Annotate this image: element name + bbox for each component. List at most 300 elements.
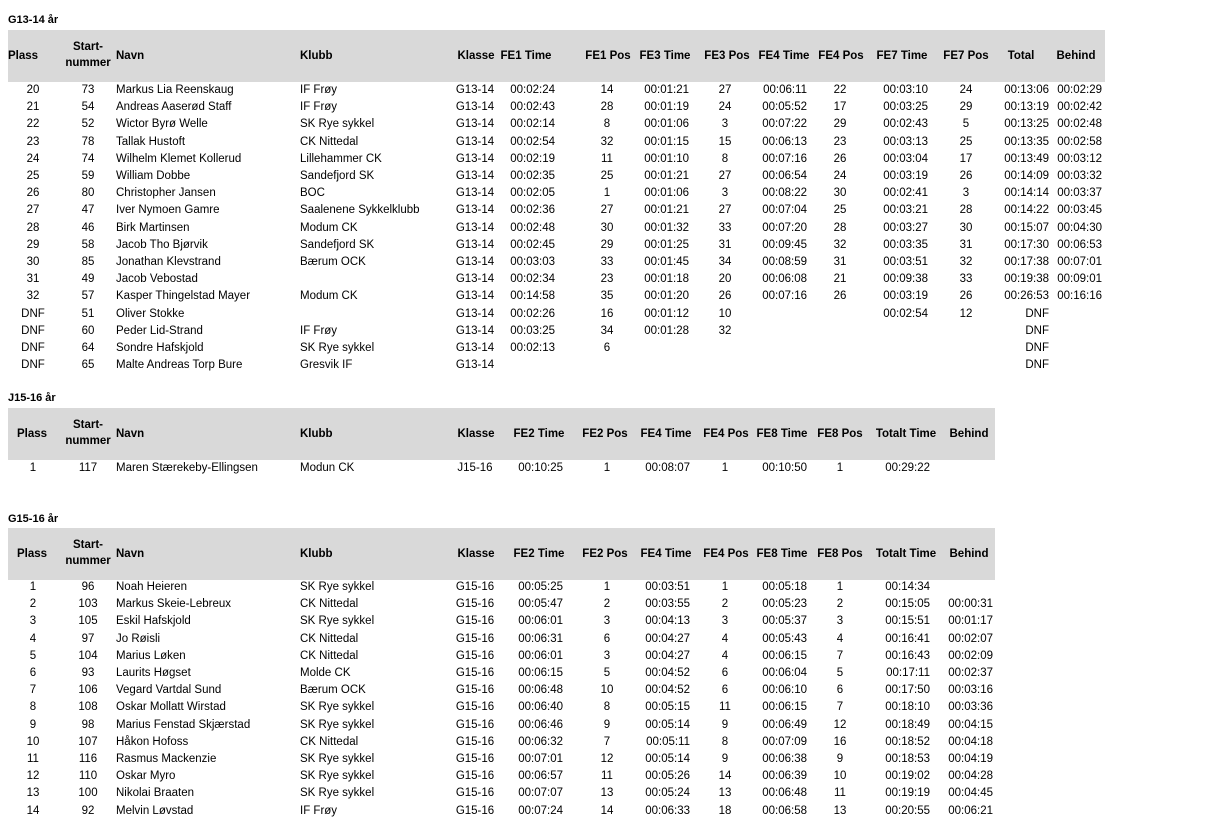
cell-fe8-pos: 7	[836, 649, 844, 662]
cell-fe4-time: 00:09:45	[762, 238, 807, 251]
cell-klasse: G15-16	[455, 753, 495, 765]
cell-fe2-pos: 8	[603, 701, 611, 714]
cell-fe8-pos: 11	[834, 787, 846, 800]
cell-fe8-pos: 12	[833, 718, 847, 731]
column-header-fe4-time: FE4 Time	[640, 428, 692, 440]
cell-start-nummer: 78	[81, 135, 95, 148]
cell-plass: 30	[26, 256, 40, 268]
table-row	[8, 134, 1105, 151]
cell-fe4-pos: 6	[721, 684, 729, 697]
column-header-fe2-time: FE2 Time	[513, 428, 565, 440]
cell-fe1-time: 00:02:35	[510, 170, 555, 182]
cell-start-nummer: 74	[81, 152, 95, 165]
cell-fe3-time: 00:01:18	[644, 273, 689, 286]
column-header-fe4-time: FE4 Time	[640, 548, 692, 560]
cell-fe4-pos: 8	[721, 735, 729, 748]
column-header-plass: Plass	[16, 548, 48, 560]
cell-klubb: CK Nittedal	[300, 632, 359, 645]
cell-start-nummer: 110	[78, 770, 98, 783]
cell-klubb: SK Rye sykkel	[300, 701, 375, 714]
cell-fe1-time: 00:02:36	[510, 204, 555, 217]
cell-fe2-time: 00:07:01	[518, 753, 563, 765]
cell-klubb: SK Rye sykkel	[300, 787, 375, 800]
cell-fe2-pos: 1	[603, 581, 611, 593]
cell-fe4-time: 00:05:11	[646, 735, 690, 748]
cell-fe4-time: 00:05:14	[645, 753, 690, 765]
cell-fe8-time: 00:05:37	[762, 615, 807, 628]
cell-fe4-pos: 31	[833, 256, 847, 268]
cell-start-nummer: 107	[78, 735, 98, 748]
cell-fe3-time: 00:01:21	[644, 170, 689, 182]
cell-behind: 00:02:58	[1057, 135, 1102, 148]
cell-totalt-time: 00:18:52	[885, 735, 930, 748]
cell-fe7-pos: 25	[959, 135, 973, 148]
table-row	[8, 151, 1105, 168]
cell-totalt-time: 00:16:43	[885, 649, 930, 662]
column-header-fe8-pos: FE8 Pos	[817, 548, 863, 560]
cell-klasse: G13-14	[455, 101, 495, 114]
column-header-fe2-time: FE2 Time	[513, 548, 565, 560]
cell-fe7-time: 00:03:19	[883, 170, 928, 182]
cell-navn: Jo Røisli	[116, 632, 161, 645]
cell-total: 00:14:22	[1004, 204, 1049, 217]
cell-navn: Christopher Jansen	[116, 187, 216, 200]
cell-fe2-time: 00:06:32	[518, 735, 563, 748]
cell-total: 00:15:07	[1004, 221, 1049, 234]
table-row	[8, 768, 995, 785]
cell-fe4-pos: 18	[718, 804, 732, 817]
table-row	[8, 596, 995, 613]
cell-klubb: SK Rye sykkel	[300, 581, 375, 593]
cell-fe3-pos: 3	[721, 118, 729, 131]
cell-fe8-pos: 7	[836, 701, 844, 714]
cell-fe2-pos: 10	[600, 684, 614, 697]
cell-fe1-pos: 6	[603, 342, 611, 354]
cell-fe3-time: 00:01:28	[644, 324, 689, 337]
cell-fe4-time: 00:07:22	[762, 118, 807, 131]
table-row	[8, 254, 1105, 271]
cell-total: 00:13:19	[1004, 101, 1049, 114]
cell-fe3-pos: 27	[718, 84, 732, 96]
cell-fe2-time: 00:06:57	[518, 770, 563, 783]
cell-fe7-pos: 26	[959, 170, 973, 182]
cell-behind: 00:03:16	[948, 684, 993, 697]
cell-fe7-pos: 29	[959, 101, 973, 114]
cell-fe8-time: 00:06:10	[762, 684, 807, 697]
cell-fe8-time: 00:06:15	[762, 649, 807, 662]
cell-klasse: G13-14	[455, 170, 495, 182]
column-header-fe4-pos: FE4 Pos	[818, 50, 864, 62]
cell-plass: 7	[29, 684, 37, 697]
cell-fe4-time: 00:04:52	[645, 684, 690, 697]
cell-fe8-time: 00:07:09	[762, 735, 807, 748]
column-header-totalt-time: Totalt Time	[875, 428, 937, 440]
cell-plass: 32	[26, 290, 40, 303]
column-header-plass: Plass	[16, 428, 48, 440]
cell-fe1-pos: 34	[600, 324, 614, 337]
column-header-start-nummer: Start- nummer	[65, 539, 111, 567]
cell-behind: 00:03:32	[1057, 170, 1102, 182]
cell-fe4-pos: 26	[833, 152, 847, 165]
column-header-fe7-time: FE7 Time	[876, 50, 928, 62]
cell-klasse: J15-16	[457, 462, 493, 474]
cell-start-nummer: 52	[81, 118, 95, 131]
column-header-klubb: Klubb	[300, 50, 333, 62]
cell-fe7-time: 00:02:54	[883, 307, 928, 320]
cell-plass: 1	[29, 462, 37, 474]
table-row	[8, 785, 995, 802]
cell-klubb: SK Rye sykkel	[300, 615, 375, 628]
cell-fe1-pos: 29	[600, 238, 614, 251]
cell-start-nummer: 73	[81, 84, 95, 96]
cell-fe4-time: 00:08:59	[762, 256, 807, 268]
column-header-klubb: Klubb	[300, 428, 333, 440]
column-header-fe8-pos: FE8 Pos	[817, 428, 863, 440]
cell-fe2-time: 00:07:24	[518, 804, 563, 817]
table-row	[8, 323, 1105, 340]
cell-plass: 20	[26, 84, 40, 96]
cell-fe4-time: 00:04:27	[645, 632, 690, 645]
cell-total: 00:17:30	[1004, 238, 1049, 251]
cell-behind: 00:03:45	[1057, 204, 1102, 217]
cell-klasse: G13-14	[455, 256, 495, 268]
cell-plass: DNF	[21, 307, 45, 320]
cell-fe2-time: 00:06:31	[518, 632, 563, 645]
cell-start-nummer: 105	[78, 615, 98, 628]
cell-total: DNF	[1025, 324, 1049, 337]
table-row	[8, 116, 1105, 133]
cell-totalt-time: 00:17:11	[886, 667, 930, 679]
cell-fe2-time: 00:06:46	[518, 718, 563, 731]
cell-start-nummer: 60	[81, 324, 95, 337]
cell-fe4-pos: 11	[719, 701, 731, 714]
cell-fe2-pos: 11	[601, 770, 613, 783]
column-header-klasse: Klasse	[457, 50, 495, 62]
cell-klubb: SK Rye sykkel	[300, 770, 375, 783]
cell-fe1-pos: 30	[600, 221, 614, 234]
column-header-navn: Navn	[116, 428, 145, 440]
table-header	[8, 30, 1105, 82]
cell-behind: 00:07:01	[1057, 256, 1102, 268]
cell-fe1-time: 00:02:54	[510, 135, 555, 148]
cell-klubb: Gresvik IF	[300, 359, 353, 372]
cell-fe4-time: 00:06:08	[762, 273, 807, 286]
cell-fe1-pos: 25	[600, 170, 614, 182]
cell-fe1-pos: 1	[603, 187, 611, 200]
column-header-behind: Behind	[949, 548, 989, 560]
cell-total: 00:13:06	[1004, 84, 1049, 96]
cell-fe3-pos: 24	[718, 101, 732, 114]
table-row	[8, 271, 1105, 288]
cell-fe7-pos: 3	[962, 187, 970, 200]
cell-fe2-pos: 14	[600, 804, 614, 817]
cell-navn: Kasper Thingelstad Mayer	[116, 290, 251, 303]
cell-fe4-time: 00:05:24	[645, 787, 690, 800]
cell-klasse: G15-16	[455, 632, 495, 645]
cell-total: DNF	[1025, 359, 1049, 372]
cell-plass: DNF	[21, 359, 45, 372]
cell-fe3-pos: 8	[721, 152, 729, 165]
table-row	[8, 288, 1105, 305]
cell-klasse: G15-16	[455, 770, 495, 783]
cell-klubb: SK Rye sykkel	[300, 753, 375, 765]
cell-start-nummer: 100	[78, 787, 98, 800]
cell-totalt-time: 00:17:50	[885, 684, 930, 697]
cell-klubb: IF Frøy	[300, 324, 338, 337]
cell-start-nummer: 106	[78, 684, 98, 697]
column-header-behind: Behind	[1056, 50, 1096, 62]
cell-fe4-pos: 17	[833, 101, 847, 114]
cell-fe4-pos: 24	[833, 170, 847, 182]
cell-klubb: Saalenene Sykkelklubb	[300, 204, 420, 217]
cell-behind: 00:04:30	[1057, 221, 1102, 234]
cell-fe4-time: 00:08:22	[762, 187, 807, 200]
cell-plass: 23	[26, 135, 40, 148]
cell-behind: 00:06:21	[948, 804, 993, 817]
cell-plass: 10	[26, 735, 40, 748]
cell-behind: 00:03:37	[1057, 187, 1102, 200]
cell-fe8-time: 00:06:04	[762, 667, 807, 679]
cell-navn: Wictor Byrø Welle	[116, 118, 208, 131]
cell-start-nummer: 116	[78, 753, 98, 765]
cell-total: 00:19:38	[1004, 273, 1049, 286]
cell-totalt-time: 00:29:22	[885, 462, 930, 474]
column-header-fe1-time: FE1 Time	[500, 50, 552, 62]
cell-navn: Jacob Vebostad	[116, 273, 198, 286]
cell-plass: 27	[26, 204, 40, 217]
cell-fe2-pos: 13	[600, 787, 614, 800]
table-row	[8, 306, 1105, 323]
cell-navn: Andreas Aaserød Staff	[116, 101, 232, 114]
cell-fe8-pos: 9	[836, 753, 844, 765]
cell-klasse: G15-16	[455, 598, 495, 611]
cell-fe7-time: 00:03:35	[883, 238, 928, 251]
cell-fe3-time: 00:01:19	[644, 101, 689, 114]
cell-klubb: Lillehammer CK	[300, 152, 382, 165]
cell-plass: 26	[26, 187, 40, 200]
table-row	[8, 340, 1105, 357]
cell-start-nummer: 47	[81, 204, 95, 217]
cell-plass: DNF	[21, 324, 45, 337]
cell-plass: 14	[26, 804, 40, 817]
cell-klubb: CK Nittedal	[300, 649, 359, 662]
cell-behind: 00:04:15	[948, 718, 993, 731]
cell-klasse: G15-16	[455, 581, 495, 593]
cell-behind: 00:02:29	[1057, 84, 1102, 96]
cell-fe3-pos: 34	[718, 256, 732, 268]
table-row	[8, 460, 995, 477]
cell-klubb: Modum CK	[300, 221, 358, 234]
cell-fe4-time: 00:04:13	[645, 615, 690, 628]
cell-fe2-time: 00:07:07	[518, 787, 563, 800]
table-row	[8, 82, 1105, 99]
cell-klasse: G13-14	[455, 135, 495, 148]
column-header-fe3-time: FE3 Time	[639, 50, 691, 62]
cell-fe4-time: 00:07:20	[762, 221, 807, 234]
cell-total: DNF	[1025, 307, 1049, 320]
cell-fe3-pos: 33	[718, 221, 732, 234]
cell-fe8-time: 00:05:18	[762, 581, 807, 593]
cell-fe7-pos: 26	[959, 290, 973, 303]
cell-plass: 31	[26, 273, 40, 286]
table-row	[8, 751, 995, 768]
cell-fe7-time: 00:09:38	[883, 273, 928, 286]
cell-fe7-pos: 12	[959, 307, 973, 320]
cell-fe8-pos: 4	[836, 632, 844, 645]
cell-fe7-time: 00:03:27	[883, 221, 928, 234]
cell-klasse: G15-16	[455, 787, 495, 800]
cell-navn: Oskar Mollatt Wirstad	[116, 701, 226, 714]
cell-fe3-time: 00:01:20	[644, 290, 689, 303]
cell-fe4-time: 00:04:27	[645, 649, 690, 662]
cell-fe1-pos: 23	[600, 273, 614, 286]
cell-navn: Tallak Hustoft	[116, 135, 186, 148]
cell-fe2-pos: 1	[603, 462, 611, 474]
cell-fe8-pos: 16	[833, 735, 847, 748]
cell-navn: Melvin Løvstad	[116, 804, 194, 817]
cell-behind: 00:04:18	[948, 735, 993, 748]
cell-start-nummer: 96	[81, 581, 95, 593]
cell-total: 00:13:25	[1004, 118, 1049, 131]
cell-start-nummer: 49	[81, 273, 95, 286]
cell-navn: Laurits Høgset	[116, 667, 191, 679]
cell-navn: Maren Stærekeby-Ellingsen	[116, 462, 258, 474]
cell-klasse: G13-14	[455, 359, 495, 372]
cell-plass: 21	[26, 101, 40, 114]
cell-klubb: SK Rye sykkel	[300, 342, 375, 354]
cell-total: 00:14:14	[1004, 187, 1049, 200]
table-row	[8, 699, 995, 716]
cell-navn: Markus Skeie-Lebreux	[116, 598, 232, 611]
cell-fe3-time: 00:01:10	[644, 152, 689, 165]
cell-plass: 9	[29, 718, 37, 731]
cell-fe8-pos: 10	[833, 770, 847, 783]
cell-klasse: G13-14	[455, 204, 495, 217]
cell-fe1-pos: 32	[600, 135, 614, 148]
cell-klubb: CK Nittedal	[300, 135, 359, 148]
cell-fe3-pos: 10	[718, 307, 732, 320]
cell-total: 00:14:09	[1004, 170, 1049, 182]
cell-fe3-time: 00:01:21	[644, 84, 689, 96]
section-title: J15-16 år	[8, 392, 56, 404]
cell-behind: 00:04:28	[948, 770, 993, 783]
cell-fe3-pos: 31	[718, 238, 732, 251]
cell-fe1-time: 00:02:14	[510, 118, 555, 131]
cell-behind: 00:02:48	[1057, 118, 1102, 131]
cell-start-nummer: 57	[81, 290, 95, 303]
column-header-plass: Plass	[8, 50, 39, 62]
cell-fe7-pos: 28	[959, 204, 973, 217]
table-row	[8, 579, 995, 596]
table-row	[8, 665, 995, 682]
cell-klubb: BOC	[300, 187, 325, 200]
cell-klasse: G13-14	[455, 187, 495, 200]
cell-fe4-time: 00:07:16	[762, 152, 807, 165]
table-row	[8, 803, 995, 820]
cell-klubb: Sandefjord SK	[300, 170, 375, 182]
cell-start-nummer: 46	[81, 221, 95, 234]
column-header-navn: Navn	[116, 548, 145, 560]
cell-klasse: G15-16	[455, 701, 495, 714]
cell-navn: Eskil Hafskjold	[116, 615, 191, 628]
cell-fe4-pos: 30	[833, 187, 847, 200]
cell-fe4-time: 00:03:55	[645, 598, 690, 611]
cell-fe1-time: 00:02:48	[510, 221, 555, 234]
cell-start-nummer: 98	[81, 718, 95, 731]
cell-fe1-pos: 14	[600, 84, 614, 96]
cell-navn: Marius Løken	[116, 649, 186, 662]
cell-total: 00:13:49	[1004, 152, 1049, 165]
cell-fe4-time: 00:07:04	[762, 204, 807, 217]
cell-klubb: Modum CK	[300, 290, 358, 303]
cell-fe3-pos: 27	[718, 204, 732, 217]
cell-navn: Vegard Vartdal Sund	[116, 684, 222, 697]
cell-fe4-pos: 29	[833, 118, 847, 131]
cell-navn: Håkon Hofoss	[116, 735, 189, 748]
cell-fe1-pos: 28	[600, 101, 614, 114]
cell-fe8-time: 00:06:58	[762, 804, 807, 817]
cell-fe4-pos: 21	[833, 273, 847, 286]
cell-klubb: Sandefjord SK	[300, 238, 375, 251]
table-row	[8, 168, 1105, 185]
cell-fe4-time: 00:06:13	[762, 135, 807, 148]
cell-fe3-time: 00:01:25	[644, 238, 689, 251]
cell-fe7-pos: 32	[959, 256, 973, 268]
cell-plass: 12	[26, 770, 40, 783]
cell-totalt-time: 00:18:49	[885, 718, 930, 731]
cell-klasse: G13-14	[455, 152, 495, 165]
cell-behind: 00:04:45	[948, 787, 993, 800]
cell-fe2-pos: 3	[603, 649, 611, 662]
cell-start-nummer: 92	[81, 804, 95, 817]
cell-navn: Malte Andreas Torp Bure	[116, 359, 243, 372]
column-header-fe8-time: FE8 Time	[756, 548, 808, 560]
cell-fe3-time: 00:01:06	[644, 187, 689, 200]
cell-fe7-pos: 33	[959, 273, 973, 286]
cell-behind: 00:02:37	[948, 667, 993, 679]
column-header-fe3-pos: FE3 Pos	[704, 50, 750, 62]
cell-total: 00:17:38	[1004, 256, 1049, 268]
cell-navn: Markus Lia Reenskaug	[116, 84, 234, 96]
cell-plass: 11	[27, 753, 39, 765]
cell-start-nummer: 59	[81, 170, 95, 182]
cell-navn: Wilhelm Klemet Kollerud	[116, 152, 242, 165]
table-row	[8, 185, 1105, 202]
cell-fe4-pos: 3	[721, 615, 729, 628]
table-row	[8, 631, 995, 648]
table-row	[8, 613, 995, 630]
table-row	[8, 202, 1105, 219]
cell-fe2-pos: 12	[600, 753, 614, 765]
cell-fe2-time: 00:06:48	[518, 684, 563, 697]
column-header-klubb: Klubb	[300, 548, 333, 560]
cell-navn: Sondre Hafskjold	[116, 342, 204, 354]
column-header-start-nummer: Start- nummer	[65, 419, 111, 447]
cell-fe8-time: 00:06:39	[762, 770, 807, 783]
cell-klubb: Modun CK	[300, 462, 355, 474]
cell-klubb: Bærum OCK	[300, 256, 366, 268]
cell-fe7-time: 00:02:43	[883, 118, 928, 131]
cell-navn: Peder Lid-Strand	[116, 324, 203, 337]
cell-fe3-pos: 20	[718, 273, 732, 286]
column-header-fe4-pos: FE4 Pos	[703, 428, 749, 440]
cell-behind: 00:02:07	[948, 632, 993, 645]
cell-totalt-time: 00:20:55	[885, 804, 930, 817]
column-header-fe7-pos: FE7 Pos	[943, 50, 989, 62]
cell-fe1-time: 00:02:19	[510, 152, 555, 165]
cell-fe2-pos: 7	[603, 735, 611, 748]
cell-fe8-pos: 1	[836, 462, 844, 474]
